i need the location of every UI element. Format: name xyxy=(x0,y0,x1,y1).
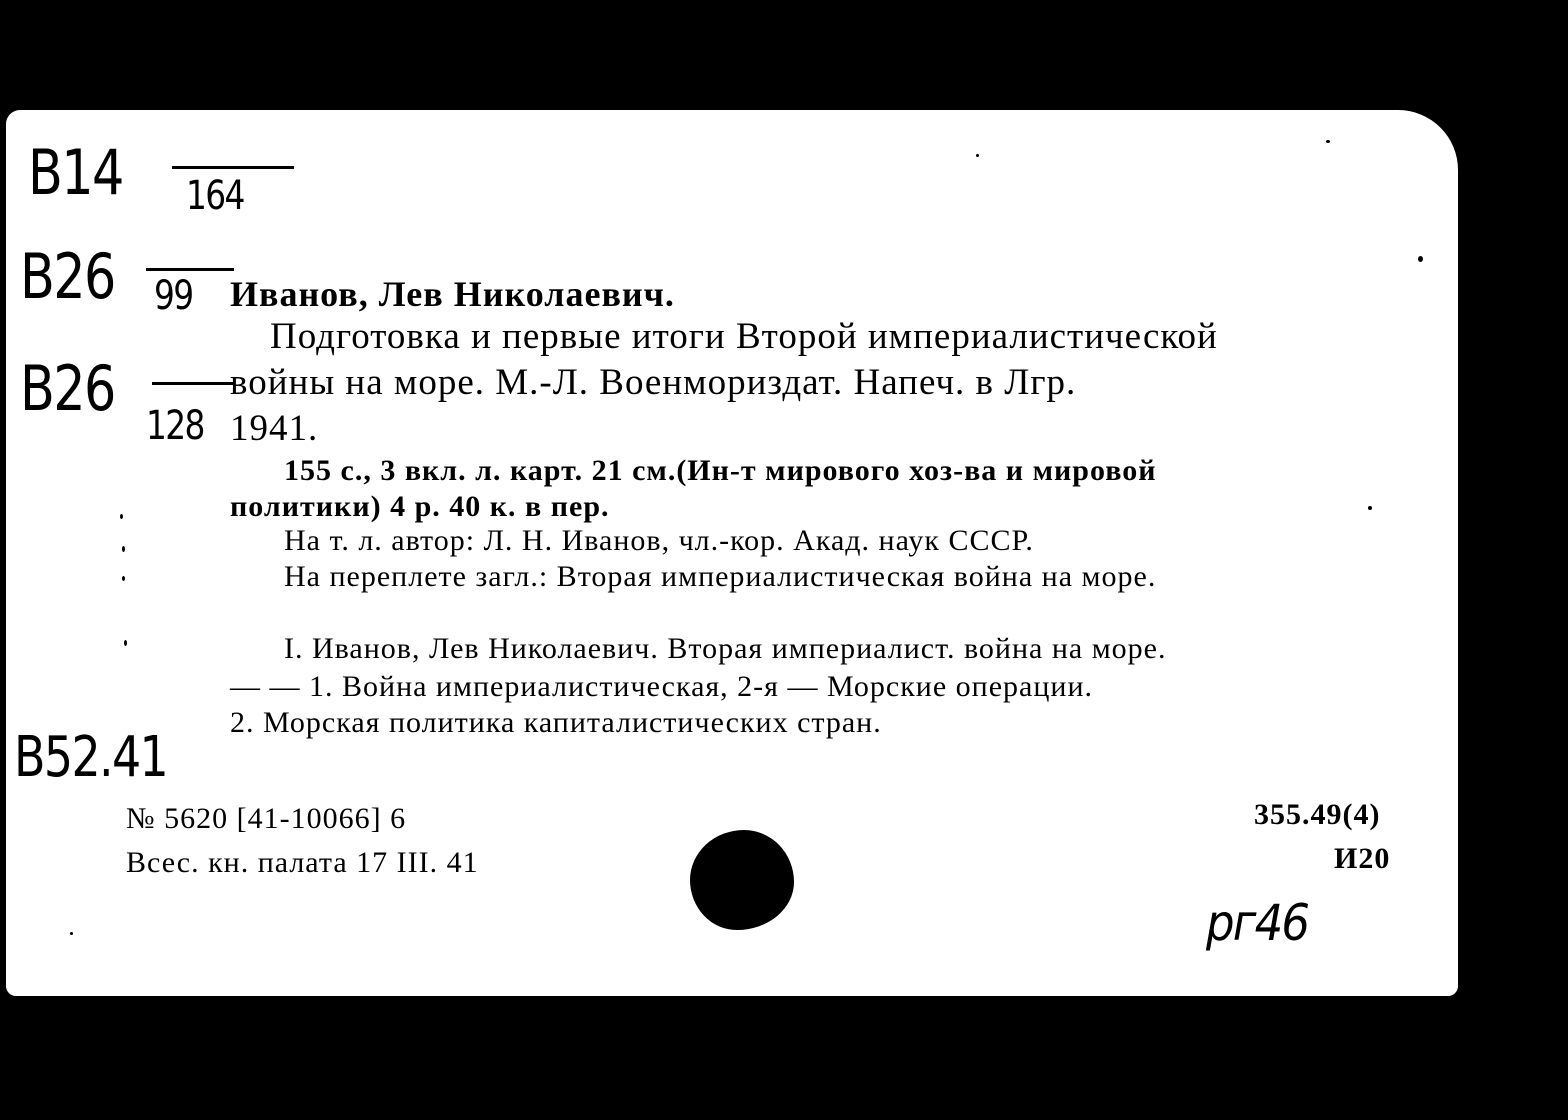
speck xyxy=(70,932,73,935)
classification-number: 355.49(4) xyxy=(1254,798,1381,831)
tracing-line-1: I. Иванов, Лев Николаевич. Вторая империалист. война на море. xyxy=(284,632,1167,665)
speck xyxy=(1326,140,1330,143)
speck xyxy=(120,514,123,519)
record-number: № 5620 [41-10066] 6 xyxy=(126,802,407,835)
author-heading: Иванов, Лев Николаевич. xyxy=(230,274,675,314)
handwritten-call-number-3: B26 xyxy=(20,352,115,425)
handwritten-class-number: B52.41 xyxy=(14,725,168,790)
handwritten-call-number-1: B14 xyxy=(28,136,123,209)
speck xyxy=(976,154,979,157)
tracing-line-2: — — 1. Война империалистическая, 2-я — Морские операции. xyxy=(230,670,1094,703)
title-line-3: 1941. xyxy=(230,408,319,449)
physical-description-line-1: 155 с., 3 вкл. л. карт. 21 см.(Ин-т мирового хоз-ва и мировой xyxy=(284,454,1157,487)
fraction-bar-3 xyxy=(152,382,234,385)
tracing-line-3: 2. Морская политика капиталистических стран. xyxy=(230,706,882,739)
handwritten-call-subnumber-3: 128 xyxy=(146,403,204,449)
physical-description-line-2: политики) 4 р. 40 к. в пер. xyxy=(230,490,610,523)
fraction-bar-1 xyxy=(172,166,294,169)
book-chamber-line: Всес. кн. палата 17 III. 41 xyxy=(126,846,479,879)
author-mark: И20 xyxy=(1334,842,1391,875)
speck xyxy=(1368,506,1372,510)
punch-hole xyxy=(690,830,794,930)
handwritten-note: рг46 xyxy=(1206,894,1309,952)
speck xyxy=(124,640,127,646)
title-line-1: Подготовка и первые итоги Второй империалистической xyxy=(270,316,1218,357)
speck xyxy=(122,576,125,581)
speck xyxy=(122,546,125,552)
catalog-card xyxy=(6,110,1458,996)
title-line-2: войны на море. М.-Л. Военмориздат. Напеч. в Лгр. xyxy=(230,362,1077,403)
note-binding-title: На переплете загл.: Вторая империалистическая война на море. xyxy=(284,560,1157,593)
handwritten-call-number-2: B26 xyxy=(20,240,115,313)
handwritten-call-subnumber-2: 99 xyxy=(154,273,193,319)
note-author-line: На т. л. автор: Л. Н. Иванов, чл.-кор. Акад. наук СССР. xyxy=(284,524,1034,557)
handwritten-call-subnumber-1: 164 xyxy=(186,173,244,219)
speck xyxy=(1418,256,1423,262)
fraction-bar-2 xyxy=(146,268,234,271)
